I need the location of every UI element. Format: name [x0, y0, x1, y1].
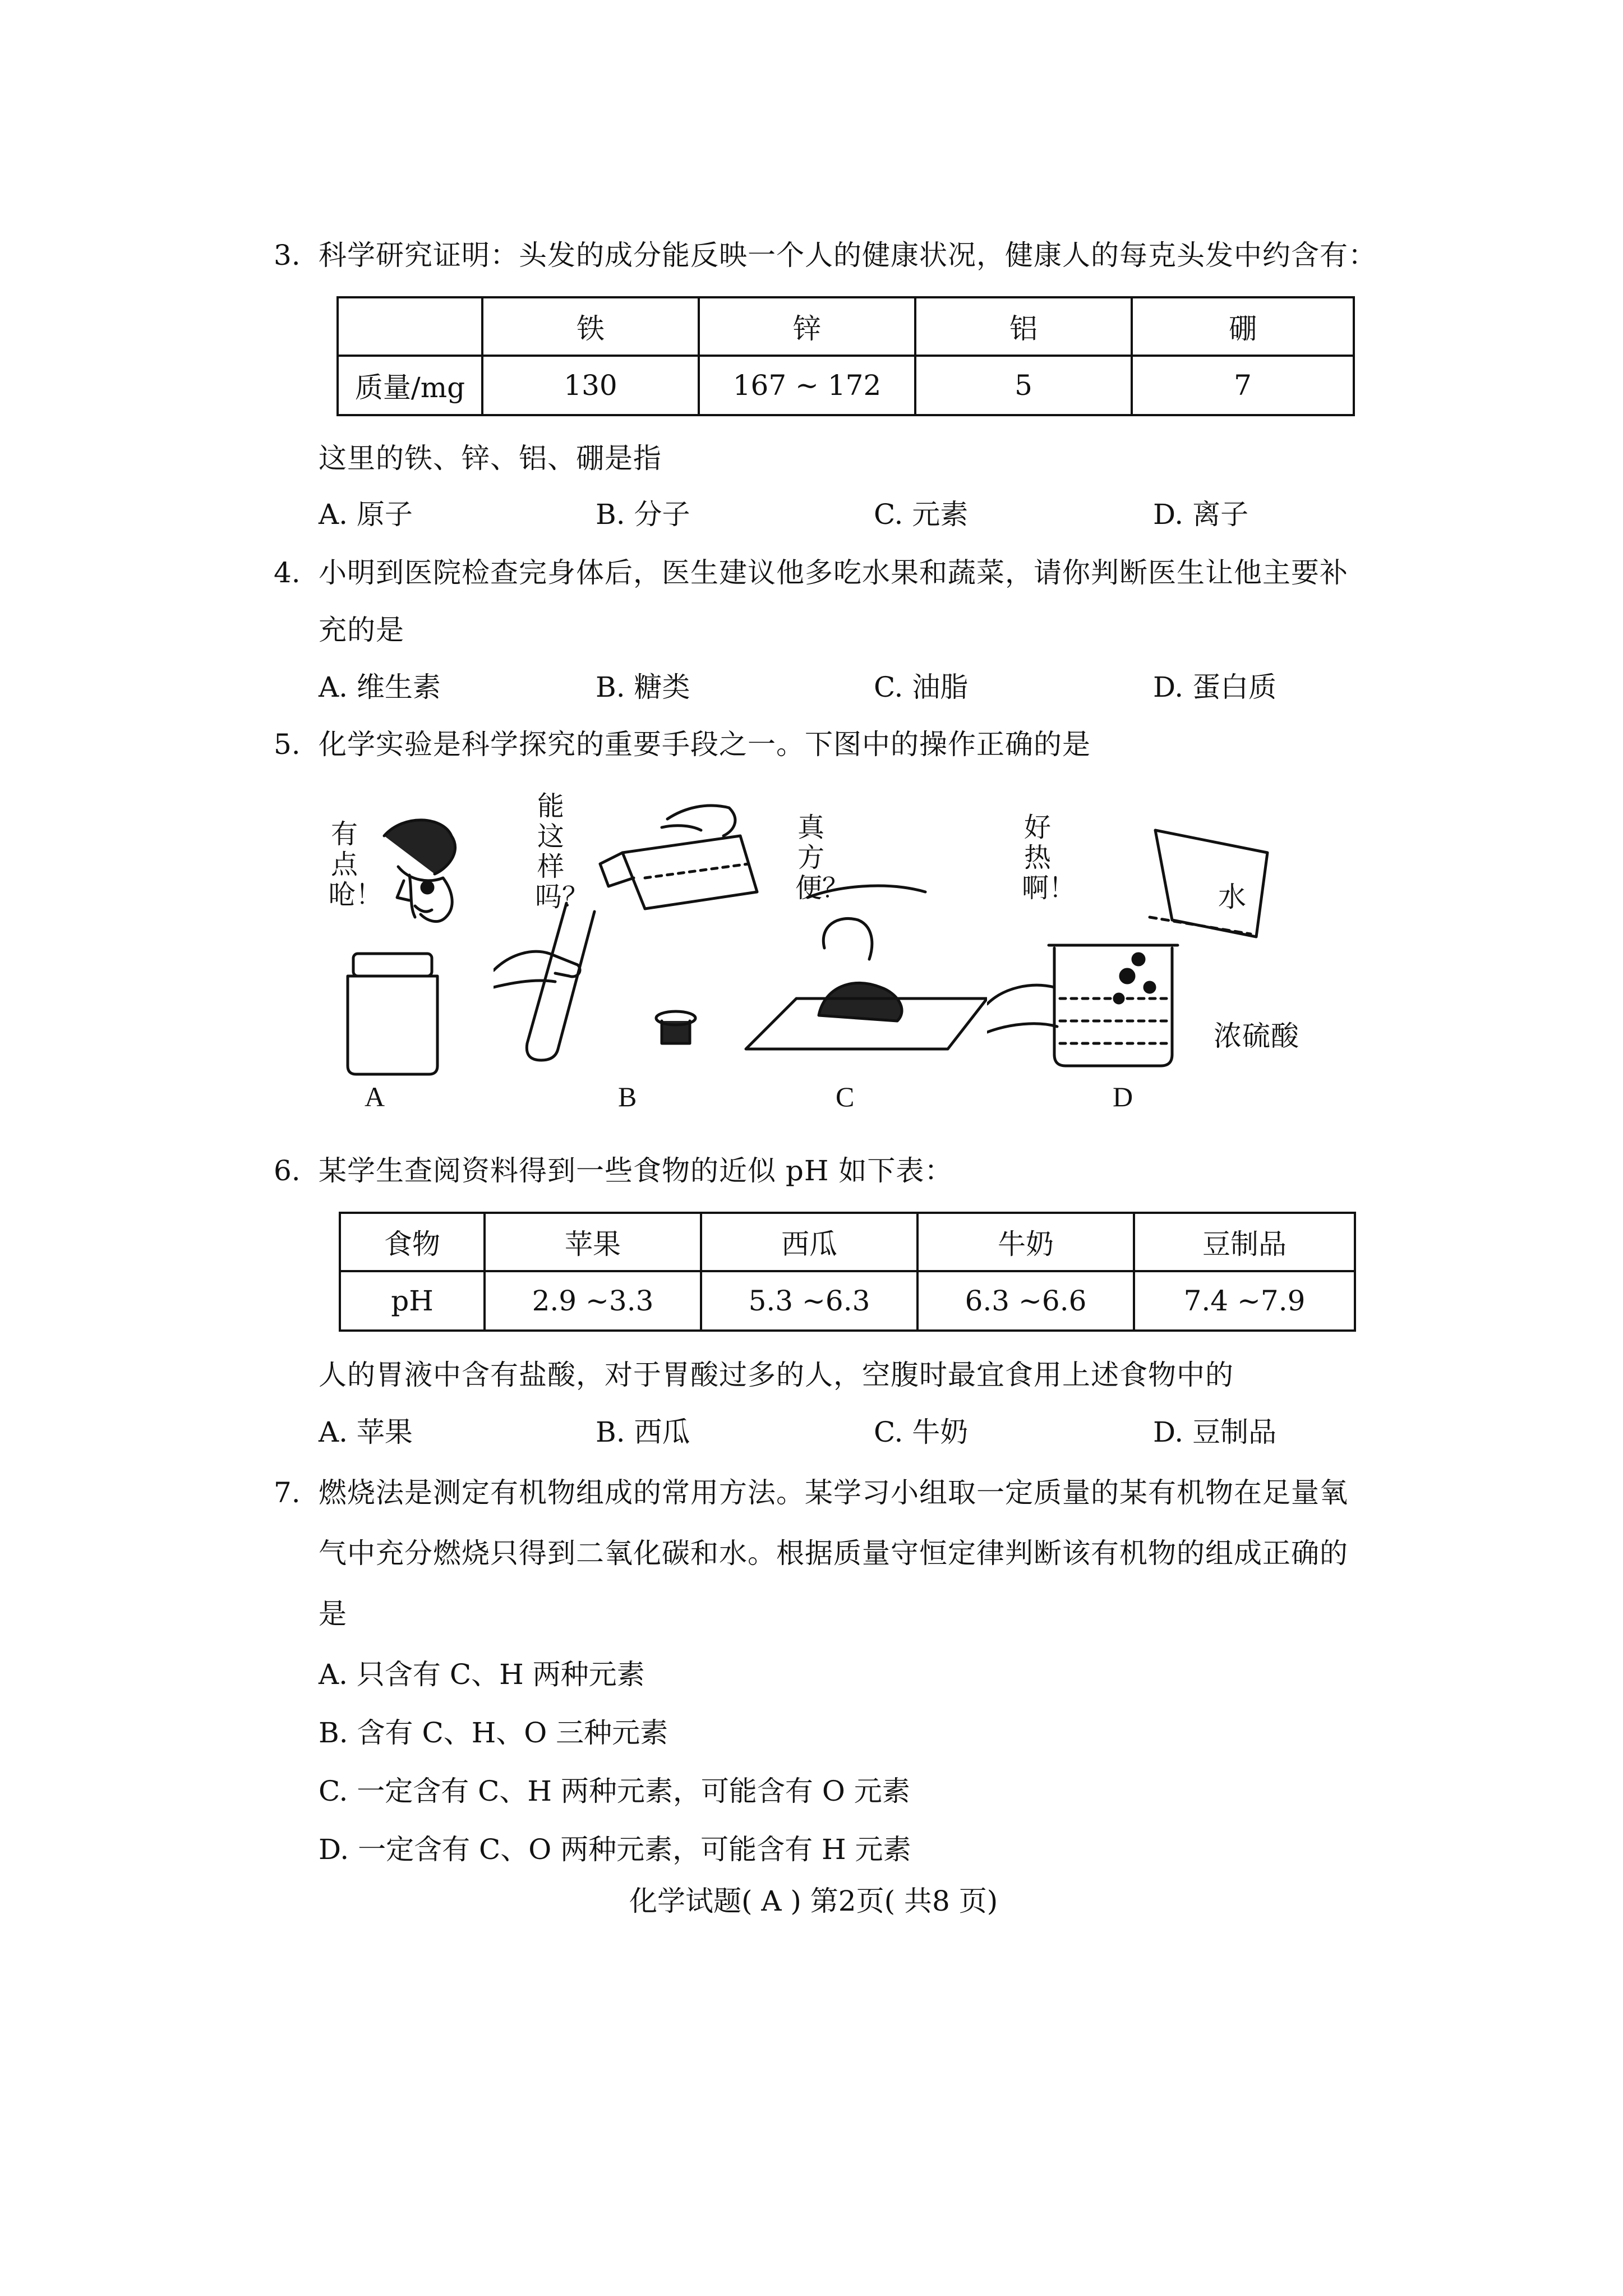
fig-a-caption: 有点呛！: [329, 818, 383, 910]
q6-number: 6.: [274, 1154, 301, 1187]
q3-stem: 科学研究证明：头发的成分能反映一个人的健康状况，健康人的每克头发中约含有：: [319, 239, 1377, 272]
q6-table-header-soy: 豆制品: [1134, 1213, 1355, 1271]
page-footer: 化学试题( A ) 第2页( 共8 页): [629, 1885, 998, 1917]
option-letter: C.: [874, 1416, 903, 1448]
q3-table-header-boron: 硼: [1132, 297, 1354, 356]
option-text: 分子: [634, 498, 690, 531]
q7-number: 7.: [274, 1476, 301, 1509]
fig-c-label: C: [836, 1081, 855, 1112]
q3-table-value-iron: 130: [482, 356, 699, 415]
q6-option-a[interactable]: [319, 1415, 413, 1450]
q6-question: 人的胃液中含有盐酸，对于胃酸过多的人，空腹时最宜食用上述食物中的: [319, 1359, 1234, 1391]
fig-d-water-label: 水: [1218, 881, 1247, 913]
q4-option-d[interactable]: [1153, 670, 1276, 705]
q5-number: 5.: [274, 728, 301, 761]
q6-stem: 某学生查阅资料得到一些食物的近似 pH 如下表：: [319, 1154, 953, 1187]
option-letter: D.: [1153, 671, 1184, 703]
option-letter: D.: [1153, 498, 1184, 531]
q3-option-d[interactable]: [1153, 497, 1248, 532]
option-letter: C.: [874, 671, 903, 703]
option-text: 牛奶: [912, 1416, 969, 1448]
q3-table-value-zinc: 167 ~ 172: [699, 356, 915, 415]
option-text: 离子: [1192, 498, 1249, 531]
q3-table-row-label: 质量/mg: [338, 356, 482, 415]
q3-number: 3.: [274, 239, 301, 272]
q6-table-value-milk: 6.3 ~6.6: [917, 1271, 1134, 1331]
option-letter: C.: [874, 498, 903, 531]
q6-table-row-label: pH: [340, 1271, 485, 1331]
fig-c-caption: 真方便？: [795, 812, 850, 904]
option-text: 蛋白质: [1192, 671, 1277, 703]
option-text: 苹果: [356, 1416, 413, 1448]
q6-table-value-apple: 2.9 ~3.3: [485, 1271, 701, 1331]
q3-table-header-iron: 铁: [482, 297, 699, 356]
option-letter: A.: [319, 1658, 348, 1691]
q3-option-c[interactable]: [874, 497, 968, 532]
q7-stem-line2: 气中充分燃烧只得到二氧化碳和水。根据质量守恒定律判断该有机物的组成正确的: [319, 1537, 1348, 1570]
q4-stem-line2: 充的是: [319, 614, 404, 646]
q3-option-a[interactable]: [319, 497, 413, 532]
option-letter: B.: [319, 1717, 348, 1749]
fig-c-hand-on-solid: [740, 881, 987, 1077]
q3-question: 这里的铁、锌、铝、硼是指: [319, 442, 662, 475]
option-letter: B.: [596, 1416, 625, 1448]
q3-table-header-blank: [338, 297, 482, 356]
q6-option-b[interactable]: [596, 1415, 690, 1450]
q3-option-b[interactable]: [596, 497, 690, 532]
q3-table-value-aluminum: 5: [915, 356, 1132, 415]
option-text: 一定含有 C、H 两种元素，可能含有 O 元素: [357, 1775, 910, 1807]
q3-table: [336, 296, 1355, 416]
option-text: 糖类: [634, 671, 690, 703]
fig-d-label: D: [1113, 1081, 1133, 1112]
option-letter: A.: [319, 1416, 348, 1448]
option-letter: D.: [319, 1833, 349, 1866]
option-letter: B.: [596, 498, 625, 531]
option-text: 西瓜: [634, 1416, 690, 1448]
q6-table-header-milk: 牛奶: [917, 1213, 1134, 1271]
q7-option-a[interactable]: [319, 1657, 645, 1692]
fig-b-label: B: [618, 1081, 637, 1112]
option-text: 一定含有 C、O 两种元素，可能含有 H 元素: [358, 1833, 911, 1866]
q7-option-d[interactable]: [319, 1832, 911, 1867]
option-letter: D.: [1153, 1416, 1184, 1448]
fig-d-caption: 好热啊！: [1022, 812, 1076, 904]
option-text: 只含有 C、H 两种元素: [356, 1658, 645, 1691]
fig-d-acid-label: 浓硫酸: [1214, 1020, 1299, 1052]
q6-table-header-watermelon: 西瓜: [701, 1213, 917, 1271]
q6-option-d[interactable]: [1153, 1415, 1276, 1450]
q7-stem-line3: 是: [319, 1598, 347, 1630]
q5-stem: 化学实验是科学探究的重要手段之一。下图中的操作正确的是: [319, 728, 1091, 761]
option-text: 维生素: [356, 671, 441, 703]
option-letter: B.: [596, 671, 625, 703]
q6-table-header-apple: 苹果: [485, 1213, 701, 1271]
option-letter: A.: [319, 498, 348, 531]
q4-option-b[interactable]: [596, 670, 690, 705]
fig-a-label: A: [365, 1081, 385, 1112]
q6-table-header-food: 食物: [340, 1213, 485, 1271]
q7-option-c[interactable]: [319, 1774, 910, 1809]
option-text: 元素: [912, 498, 969, 531]
q6-table: [339, 1212, 1356, 1332]
option-text: 原子: [356, 498, 413, 531]
q6-table-value-watermelon: 5.3 ~6.3: [701, 1271, 917, 1331]
q4-number: 4.: [274, 556, 301, 589]
q7-stem-line1: 燃烧法是测定有机物组成的常用方法。某学习小组取一定质量的某有机物在足量氧: [319, 1476, 1348, 1509]
fig-a-smelling-bottle: [331, 808, 494, 1077]
q7-option-b[interactable]: [319, 1715, 668, 1750]
q4-stem-line1: 小明到医院检查完身体后，医生建议他多吃水果和蔬菜，请你判断医生让他主要补: [319, 556, 1348, 589]
fig-b-caption: 能这样吗？: [535, 790, 589, 913]
q3-table-header-zinc: 锌: [699, 297, 915, 356]
q3-table-value-boron: 7: [1132, 356, 1354, 415]
option-letter: C.: [319, 1775, 348, 1807]
q4-option-a[interactable]: [319, 670, 441, 705]
option-text: 豆制品: [1192, 1416, 1277, 1448]
q4-option-c[interactable]: [874, 670, 968, 705]
option-text: 含有 C、H、O 三种元素: [357, 1717, 668, 1749]
option-text: 油脂: [912, 671, 969, 703]
q6-option-c[interactable]: [874, 1415, 968, 1450]
q6-table-value-soy: 7.4 ~7.9: [1134, 1271, 1355, 1331]
option-letter: A.: [319, 671, 348, 703]
q3-table-header-aluminum: 铝: [915, 297, 1132, 356]
